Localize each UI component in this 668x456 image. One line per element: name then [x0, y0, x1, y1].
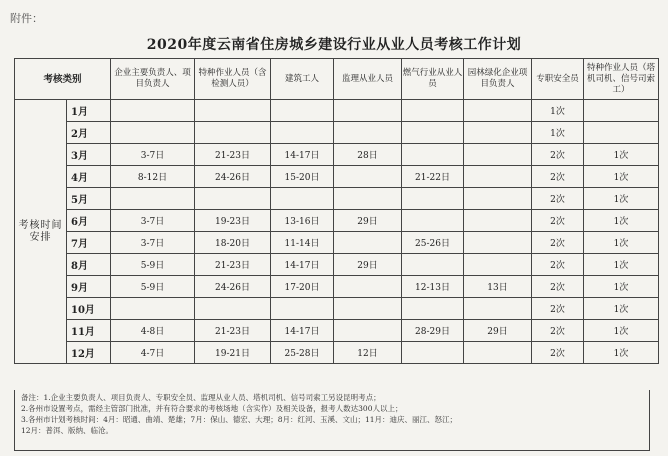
month-cell: 5月 [67, 188, 111, 210]
schedule-cell: 1次 [584, 166, 659, 188]
schedule-cell [402, 188, 464, 210]
schedule-cell: 1次 [584, 342, 659, 364]
schedule-cell [111, 100, 195, 122]
schedule-cell [402, 100, 464, 122]
header-row [15, 59, 659, 100]
schedule-cell: 1次 [532, 100, 584, 122]
schedule-cell: 14-17日 [271, 144, 334, 166]
schedule-cell: 5-9日 [111, 254, 195, 276]
column-header: 监理从业人员 [334, 59, 402, 100]
month-cell: 1月 [67, 100, 111, 122]
table-row [15, 100, 659, 122]
plan-table-body [15, 100, 659, 364]
schedule-cell: 4-8日 [111, 320, 195, 342]
schedule-cell: 3-7日 [111, 210, 195, 232]
schedule-cell: 15-20日 [271, 166, 334, 188]
schedule-cell [271, 122, 334, 144]
schedule-cell [402, 342, 464, 364]
schedule-cell: 2次 [532, 188, 584, 210]
schedule-cell: 14-17日 [271, 320, 334, 342]
schedule-cell [334, 166, 402, 188]
schedule-cell [584, 100, 659, 122]
schedule-cell [464, 254, 532, 276]
month-cell: 11月 [67, 320, 111, 342]
schedule-cell: 1次 [584, 320, 659, 342]
month-cell: 8月 [67, 254, 111, 276]
schedule-cell: 21-23日 [195, 254, 271, 276]
note-line: 12月：普洱、版纳、临沧。 [21, 426, 114, 435]
table-row [15, 210, 659, 232]
schedule-cell: 1次 [584, 144, 659, 166]
schedule-cell: 1次 [584, 276, 659, 298]
schedule-cell: 28日 [334, 144, 402, 166]
table-row [15, 122, 659, 144]
table-row [15, 276, 659, 298]
schedule-cell: 8-12日 [111, 166, 195, 188]
schedule-cell [195, 188, 271, 210]
month-cell: 10月 [67, 298, 111, 320]
plan-table [14, 58, 659, 364]
schedule-cell [464, 188, 532, 210]
table-row [15, 144, 659, 166]
note-line: 2.各州市设置考点，需经主管部门批准，并有符合要求的考核场地（含实作）及相关设备，报考人数达300人以上； [21, 404, 403, 413]
column-header: 特种作业人员（含检测人员） [195, 59, 271, 100]
schedule-cell: 1次 [584, 254, 659, 276]
schedule-cell [111, 298, 195, 320]
schedule-cell: 24-26日 [195, 166, 271, 188]
category-header: 考核类别 [15, 59, 111, 100]
table-row [15, 320, 659, 342]
column-header: 企业主要负责人、项目负责人 [111, 59, 195, 100]
schedule-cell [195, 100, 271, 122]
month-cell: 2月 [67, 122, 111, 144]
schedule-cell [402, 144, 464, 166]
schedule-cell: 19-23日 [195, 210, 271, 232]
schedule-cell: 1次 [584, 298, 659, 320]
schedule-cell: 2次 [532, 254, 584, 276]
schedule-cell [334, 188, 402, 210]
schedule-cell: 19-21日 [195, 342, 271, 364]
schedule-cell: 1次 [584, 188, 659, 210]
table-row [15, 188, 659, 210]
schedule-cell: 25-28日 [271, 342, 334, 364]
schedule-cell [334, 232, 402, 254]
table-row [15, 232, 659, 254]
schedule-cell: 25-26日 [402, 232, 464, 254]
column-header: 特种作业人员（塔机司机、信号司索工） [584, 59, 659, 100]
table-row [15, 342, 659, 364]
month-cell: 9月 [67, 276, 111, 298]
schedule-cell: 24-26日 [195, 276, 271, 298]
schedule-cell [195, 122, 271, 144]
schedule-cell: 29日 [334, 210, 402, 232]
month-cell: 4月 [67, 166, 111, 188]
schedule-cell [271, 188, 334, 210]
schedule-cell: 2次 [532, 210, 584, 232]
schedule-cell: 21-22日 [402, 166, 464, 188]
table-row [15, 254, 659, 276]
table-row [15, 166, 659, 188]
schedule-cell [464, 166, 532, 188]
schedule-cell [334, 298, 402, 320]
schedule-cell [402, 210, 464, 232]
schedule-cell [464, 342, 532, 364]
schedule-cell: 3-7日 [111, 232, 195, 254]
schedule-cell [334, 320, 402, 342]
schedule-cell [464, 144, 532, 166]
schedule-cell [464, 210, 532, 232]
schedule-cell: 2次 [532, 276, 584, 298]
schedule-cell: 14-17日 [271, 254, 334, 276]
schedule-cell [402, 122, 464, 144]
month-cell: 7月 [67, 232, 111, 254]
schedule-cell: 5-9日 [111, 276, 195, 298]
schedule-cell: 21-23日 [195, 320, 271, 342]
schedule-cell [464, 232, 532, 254]
schedule-cell: 13日 [464, 276, 532, 298]
schedule-cell: 1次 [584, 232, 659, 254]
schedule-cell [402, 298, 464, 320]
schedule-cell: 4-7日 [111, 342, 195, 364]
month-cell: 12月 [67, 342, 111, 364]
schedule-cell: 12日 [334, 342, 402, 364]
schedule-cell [464, 100, 532, 122]
schedule-cell [334, 122, 402, 144]
column-header: 园林绿化企业项目负责人 [464, 59, 532, 100]
column-header: 专职安全员 [532, 59, 584, 100]
schedule-cell: 2次 [532, 166, 584, 188]
schedule-cell: 11-14日 [271, 232, 334, 254]
note-line: 3.各州市计划考核时间：4月：昭通、曲靖、楚雄；7月：保山、德宏、大理；8月：红河、玉溪、文山；11月：迪庆、丽江、怒江； [21, 415, 458, 424]
schedule-cell [464, 298, 532, 320]
schedule-cell: 17-20日 [271, 276, 334, 298]
schedule-cell: 2次 [532, 232, 584, 254]
notes [14, 390, 650, 451]
schedule-cell [111, 122, 195, 144]
schedule-cell: 13-16日 [271, 210, 334, 232]
column-header: 建筑工人 [271, 59, 334, 100]
note-line: 备注：1.企业主要负责人、项目负责人、专职安全员、监理从业人员、塔机司机、信号司索工另设昆明考点； [21, 393, 381, 402]
side-label: 考核时间安排 [15, 100, 67, 364]
table-row [15, 298, 659, 320]
schedule-cell: 12-13日 [402, 276, 464, 298]
schedule-cell: 21-23日 [195, 144, 271, 166]
schedule-cell [464, 122, 532, 144]
schedule-cell [334, 100, 402, 122]
schedule-cell [584, 122, 659, 144]
schedule-cell [334, 276, 402, 298]
column-header: 燃气行业从业人员 [402, 59, 464, 100]
schedule-cell [111, 188, 195, 210]
schedule-cell: 2次 [532, 298, 584, 320]
schedule-cell: 3-7日 [111, 144, 195, 166]
schedule-cell: 18-20日 [195, 232, 271, 254]
schedule-cell: 2次 [532, 320, 584, 342]
page-title: 2020年度云南省住房城乡建设行业从业人员考核工作计划 [146, 37, 522, 53]
schedule-cell [402, 254, 464, 276]
schedule-cell: 29日 [334, 254, 402, 276]
attachment-label: 附件： [10, 12, 43, 25]
schedule-cell: 28-29日 [402, 320, 464, 342]
month-cell: 6月 [67, 210, 111, 232]
schedule-cell: 29日 [464, 320, 532, 342]
schedule-cell: 1次 [584, 210, 659, 232]
month-cell: 3月 [67, 144, 111, 166]
schedule-cell: 1次 [532, 122, 584, 144]
schedule-cell: 2次 [532, 144, 584, 166]
schedule-cell [271, 100, 334, 122]
schedule-cell: 2次 [532, 342, 584, 364]
schedule-cell [271, 298, 334, 320]
schedule-cell [195, 298, 271, 320]
